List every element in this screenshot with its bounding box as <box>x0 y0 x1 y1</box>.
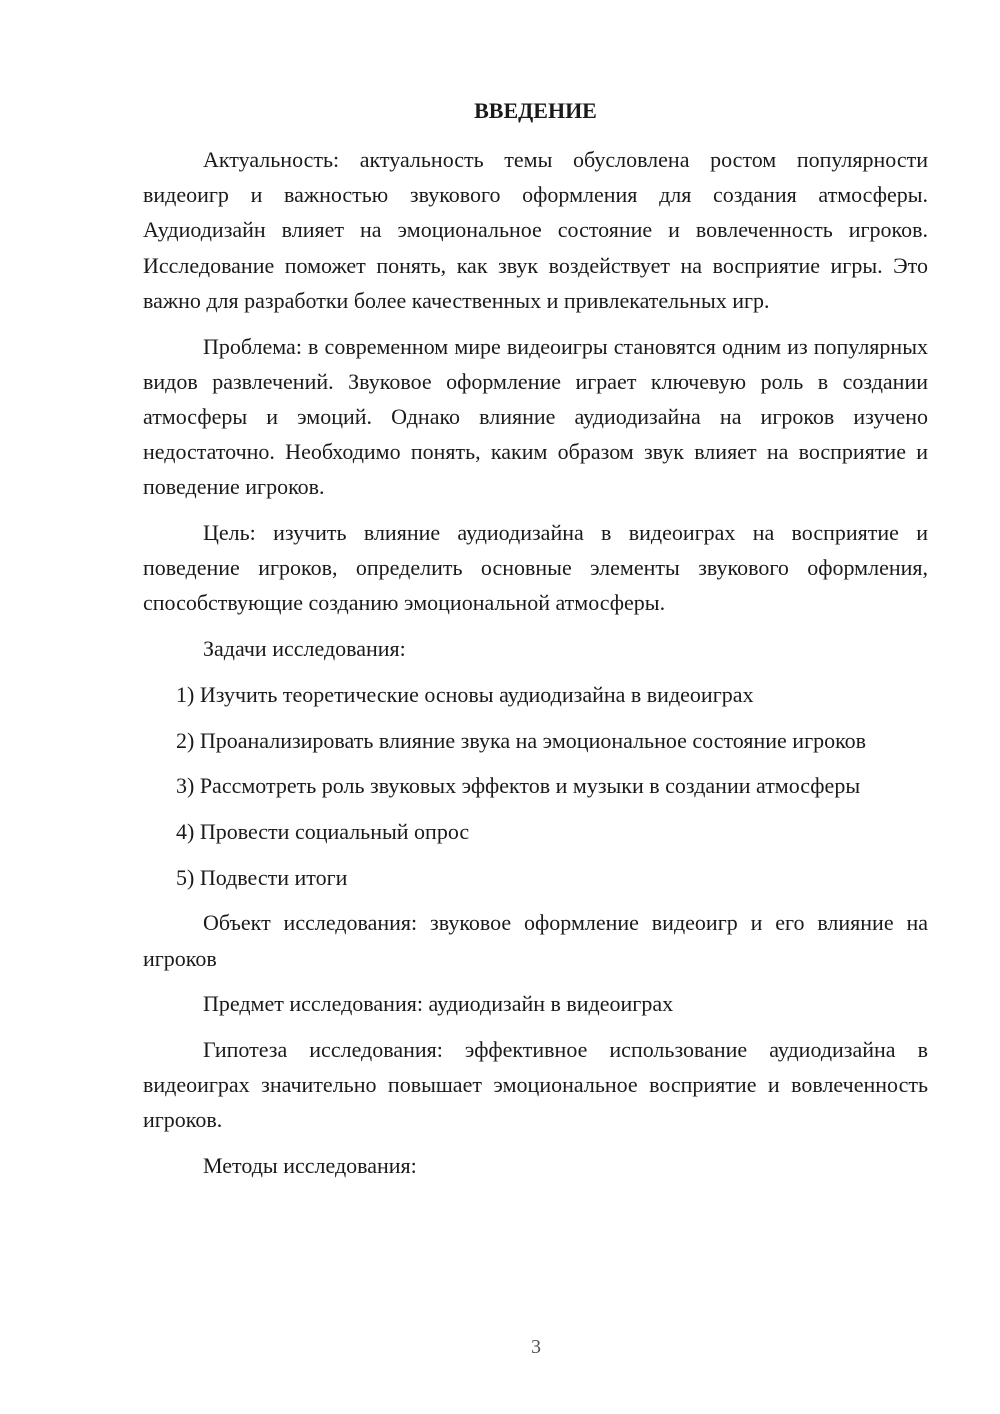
goal-paragraph: Цель: изучить влияние аудиодизайна в видеоиграх на восприятие и поведение игроков, определить основные элементы звукового оформления, способствующие созданию эмоциональной атмосферы. <box>143 520 928 616</box>
relevance-paragraph: Актуальность: актуальность темы обусловлена ростом популярности видеоигр и важностью звукового оформления для создания атмосферы. Аудиодизайн влияет на эмоциональное состояние и вовлеченность игроков. Исследование поможет понять, как звук воздействует на восприятие игры. Это важно для разработки более качественных и привлекательных игр. <box>143 147 928 313</box>
task-item: 1) Изучить теоретические основы аудиодизайна в видеоиграх <box>176 681 754 707</box>
task-item: 2) Проанализировать влияние звука на эмоциональное состояние игроков <box>176 727 867 753</box>
subject-paragraph: Предмет исследования: аудиодизайн в видеоиграх <box>203 991 674 1017</box>
problem-paragraph: Проблема: в современном мире видеоигры становятся одним из популярных видов развлечений. Звуковое оформление играет ключевую роль в создании атмосферы и эмоций. Однако влияние аудиодизайна на игроков изучено недостаточно. Необходимо понять, каким образом звук влияет на восприятие и поведение игроков. <box>143 333 928 500</box>
page-number: 3 <box>531 1336 541 1358</box>
methods-paragraph: Методы исследования: <box>203 1153 417 1179</box>
task-item: 5) Подвести итоги <box>176 864 348 890</box>
section-heading: ВВЕДЕНИЕ <box>474 98 597 123</box>
task-item: 4) Провести социальный опрос <box>176 818 470 844</box>
tasks-title: Задачи исследования: <box>203 636 406 662</box>
object-paragraph: Объект исследования: звуковое оформление видеоигр и его влияние на игроков <box>143 910 928 971</box>
hypothesis-paragraph: Гипотеза исследования: эффективное использование аудиодизайна в видеоиграх значительно повышает эмоциональное восприятие и вовлеченность игроков. <box>143 1036 928 1133</box>
page-content <box>143 96 928 1194</box>
task-item: 3) Рассмотреть роль звуковых эффектов и музыки в создании атмосферы <box>176 773 861 799</box>
